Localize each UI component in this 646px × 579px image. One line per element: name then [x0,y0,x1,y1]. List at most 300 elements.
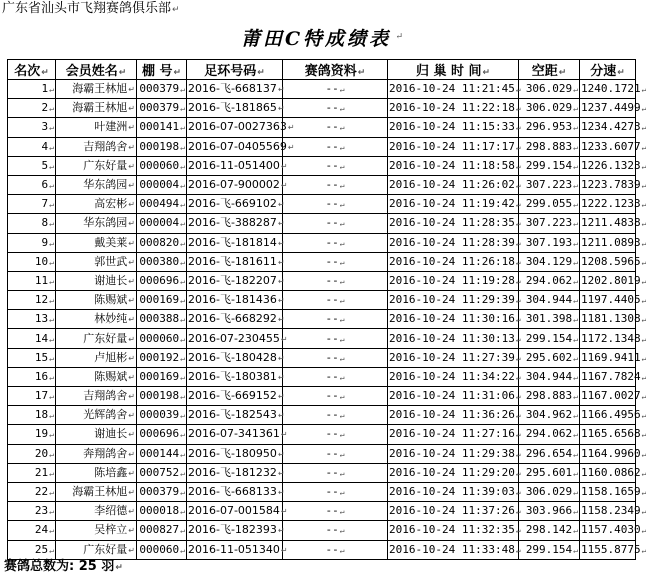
cell-data-text: -- [325,178,339,192]
cell-rank-text: 20 [34,446,49,460]
cell-shed-text: 000379 [139,101,180,115]
organization-header [2,1,180,18]
cell-time [388,406,519,425]
cell-ring-text: 2016-07-900002 [188,178,280,192]
cell-speed [580,175,646,194]
cell-distance-text: 295.602 [525,350,573,364]
paragraph-mark-icon: ↵ [573,372,578,382]
cell-data-text: -- [325,312,339,326]
cell-distance [519,291,580,310]
cell-distance-text: 299.055 [525,197,573,211]
cell-rank [8,521,56,540]
cell-member-text: 卢旭彬 [94,350,128,364]
table-row [8,195,636,214]
cell-speed-text: 1233.6077 [581,139,641,153]
cell-rank-text: 11 [34,273,49,287]
cell-speed [580,214,646,233]
paragraph-mark-icon: ↵ [641,430,646,440]
cell-rank-text: 1 [41,82,49,96]
paragraph-mark-icon: ↵ [180,545,185,555]
cell-ring-text: 2016-飞-180950 [188,446,277,460]
cell-member [56,291,137,310]
paragraph-mark-icon: ↵ [339,411,345,421]
cell-speed [580,463,646,482]
paragraph-mark-icon: ↵ [128,545,135,555]
cell-ring [187,348,283,367]
header-distance [519,60,580,80]
paragraph-mark-icon: ↵ [277,200,285,210]
cell-shed-text: 000004 [139,178,180,192]
cell-ring-text: 2016-飞-180381 [188,369,277,383]
paragraph-mark-icon: ↵ [573,161,578,171]
paragraph-mark-icon: ↵ [277,468,285,478]
paragraph-mark-icon: ↵ [180,296,185,306]
cell-rank [8,502,56,521]
cell-speed [580,502,646,521]
cell-rank [8,195,56,214]
cell-distance-text: 294.062 [525,427,573,441]
paragraph-mark-icon: ↵ [49,488,54,498]
cell-ring-text: 2016-07-230455 [188,331,280,345]
cell-member [56,444,137,463]
table-row [8,482,636,501]
cell-data-text: -- [325,389,339,403]
paragraph-mark-icon: ↵ [128,392,135,402]
cell-rank [8,233,56,252]
cell-member [56,233,137,252]
header-ring [187,60,283,80]
cell-ring [187,406,283,425]
cell-shed-text: 000039 [139,408,180,422]
cell-time-text: 2016-10-24 11:30:16 [389,312,515,326]
paragraph-mark-icon: ↵ [641,181,646,191]
cell-distance-text: 307.223 [525,216,573,230]
paragraph-mark-icon: ↵ [573,142,578,152]
cell-ring [187,252,283,271]
cell-shed-text: 000388 [139,312,180,326]
cell-distance-text: 298.883 [525,139,573,153]
cell-ring [187,444,283,463]
cell-speed [580,118,646,137]
paragraph-mark-icon: ↵ [573,238,578,248]
paragraph-mark-icon: ↵ [641,526,646,536]
cell-time-text: 2016-10-24 11:26:18 [389,254,515,268]
cell-rank [8,175,56,194]
cell-member-text: 高宏彬 [94,197,128,211]
cell-shed [137,329,187,348]
paragraph-mark-icon: ↵ [339,545,345,555]
paragraph-mark-icon: ↵ [515,276,521,286]
cell-speed-text: 1158.1659 [581,485,641,499]
paragraph-mark-icon: ↵ [49,315,54,325]
cell-distance-text: 298.142 [525,523,573,537]
cell-data [283,310,388,329]
paragraph-mark-icon: ↵ [515,430,521,440]
paragraph-mark-icon: ↵ [49,545,54,555]
cell-time [388,175,519,194]
cell-ring [187,137,295,156]
cell-member [56,271,137,290]
cell-shed-text: 000144 [139,446,180,460]
paragraph-mark-icon: ↵ [339,430,345,440]
cell-member-text: 戴美莱 [94,235,128,249]
paragraph-mark-icon: ↵ [180,372,185,382]
cell-data [283,406,388,425]
cell-data-text: -- [325,158,339,172]
paragraph-mark-icon: ↵ [641,123,646,133]
cell-ring-text: 2016-飞-181814 [188,235,277,249]
paragraph-mark-icon: ↵ [573,430,578,440]
cell-time [388,425,519,444]
cell-shed [137,291,187,310]
cell-member [56,463,137,482]
cell-time [388,99,519,118]
paragraph-mark-icon: ↵ [49,296,54,306]
paragraph-mark-icon: ↵ [280,181,288,191]
cell-time [388,291,519,310]
paragraph-mark-icon: ↵ [41,68,49,78]
cell-distance [519,195,580,214]
cell-rank [8,291,56,310]
cell-time-text: 2016-10-24 11:28:35 [389,216,515,230]
cell-member-text: 海霸王林旭 [72,485,128,499]
paragraph-mark-icon: ↵ [339,488,345,498]
cell-data [283,118,388,137]
cell-member [56,80,137,99]
paragraph-mark-icon: ↵ [339,372,345,382]
header-label: 足环号码 [204,64,257,79]
paragraph-mark-icon: ↵ [277,257,285,267]
paragraph-mark-icon: ↵ [180,142,185,152]
paragraph-mark-icon: ↵ [339,238,345,248]
table-row [8,310,636,329]
cell-speed-text: 1223.7839 [581,178,641,192]
cell-member-text: 叶建洲 [94,120,128,134]
cell-speed-text: 1202.8019 [581,273,641,287]
cell-member [56,406,137,425]
cell-data [283,348,388,367]
paragraph-mark-icon: ↵ [49,181,54,191]
cell-data [283,233,388,252]
paragraph-mark-icon: ↵ [573,276,578,286]
table-row [8,348,636,367]
cell-ring [187,271,283,290]
cell-member [56,521,137,540]
cell-distance [519,137,580,156]
cell-member-text: 李绍德 [94,504,128,518]
cell-data-text: -- [325,446,339,460]
cell-time [388,214,519,233]
cell-member-text: 吉翔鸽舍 [83,139,128,153]
cell-rank-text: 17 [34,389,49,403]
cell-distance [519,80,580,99]
header-data [283,60,388,80]
cell-data-text: -- [325,120,339,134]
cell-distance [519,156,580,175]
paragraph-mark-icon: ↵ [277,85,285,95]
cell-distance-text: 295.601 [525,465,573,479]
cell-shed [137,80,187,99]
paragraph-mark-icon: ↵ [180,449,185,459]
cell-speed [580,425,646,444]
paragraph-mark-icon: ↵ [515,392,521,402]
cell-member [56,137,137,156]
paragraph-mark-icon: ↵ [180,238,185,248]
cell-ring [187,367,283,386]
paragraph-mark-icon: ↵ [339,392,345,402]
header-time [388,60,519,80]
cell-time [388,80,519,99]
cell-distance-text: 301.398 [525,312,573,326]
cell-distance [519,252,580,271]
cell-data [280,329,388,348]
table-row [8,118,636,137]
cell-shed-text: 000198 [139,139,180,153]
paragraph-mark-icon: ↵ [641,545,646,555]
paragraph-mark-icon: ↵ [641,104,646,114]
cell-ring-text: 2016-飞-668137 [188,82,277,96]
paragraph-mark-icon: ↵ [515,372,521,382]
paragraph-mark-icon: ↵ [339,296,345,306]
table-row [8,463,636,482]
paragraph-mark-icon: ↵ [49,449,54,459]
paragraph-mark-icon: ↵ [339,200,345,210]
table-row [8,367,636,386]
cell-shed [137,425,187,444]
cell-distance-text: 306.029 [525,82,573,96]
paragraph-mark-icon: ↵ [277,296,285,306]
paragraph-mark-icon: ↵ [118,68,127,78]
cell-shed [137,387,187,406]
cell-time-text: 2016-10-24 11:28:39 [389,235,515,249]
cell-rank [8,348,56,367]
table-row [8,521,636,540]
paragraph-mark-icon: ↵ [280,161,288,171]
paragraph-mark-icon: ↵ [128,353,135,363]
cell-speed-text: 1197.4405 [581,293,641,307]
paragraph-mark-icon: ↵ [573,526,578,536]
cell-time-text: 2016-10-24 11:32:35 [389,523,515,537]
cell-rank-text: 15 [34,350,49,364]
cell-ring-text: 2016-飞-181611 [188,254,277,268]
cell-ring [187,233,283,252]
cell-member-text: 奔翔鸽舍 [83,446,128,460]
paragraph-mark-icon: ↵ [641,219,646,229]
header-label: 名次 [14,64,41,79]
paragraph-mark-icon: ↵ [180,488,185,498]
paragraph-mark-icon: ↵ [128,430,135,440]
header-rank [8,60,56,80]
paragraph-mark-icon: ↵ [180,411,185,421]
cell-time [388,482,519,501]
cell-speed-text: 1166.4956 [581,408,641,422]
paragraph-mark-icon: ↵ [128,200,135,210]
cell-rank [8,406,56,425]
cell-time [388,233,519,252]
paragraph-mark-icon: ↵ [339,315,345,325]
cell-time-text: 2016-10-24 11:36:26 [389,408,515,422]
cell-data-text: -- [325,235,339,249]
cell-data [283,367,388,386]
cell-speed [580,348,646,367]
cell-shed-text: 000060 [139,158,180,172]
cell-rank [8,118,56,137]
cell-ring [187,387,283,406]
paragraph-mark-icon: ↵ [180,161,185,171]
table-row [8,99,636,118]
paragraph-mark-icon: ↵ [573,315,578,325]
paragraph-mark-icon: ↵ [287,142,295,152]
cell-member-text: 郭世武 [94,254,128,268]
cell-distance [519,348,580,367]
paragraph-mark-icon: ↵ [180,468,185,478]
cell-shed [137,310,187,329]
paragraph-mark-icon: ↵ [49,526,54,536]
cell-rank [8,329,56,348]
cell-data-text: -- [325,139,339,153]
paragraph-mark-icon: ↵ [180,334,185,344]
cell-ring [187,80,283,99]
cell-data-text: -- [325,101,339,115]
paragraph-mark-icon: ↵ [128,181,135,191]
paragraph-mark-icon: ↵ [257,68,265,78]
cell-speed [580,387,646,406]
cell-rank-text: 2 [41,101,49,115]
paragraph-mark-icon: ↵ [49,142,54,152]
cell-rank-text: 5 [41,158,49,172]
cell-data-text: -- [325,331,339,345]
paragraph-mark-icon: ↵ [49,276,54,286]
cell-ring [187,502,288,521]
cell-ring [187,310,283,329]
cell-data-text: -- [325,254,339,268]
paragraph-mark-icon: ↵ [128,526,135,536]
paragraph-mark-icon: ↵ [641,238,646,248]
cell-speed [580,482,646,501]
paragraph-mark-icon: ↵ [128,315,135,325]
cell-speed-text: 1164.9960 [581,446,641,460]
cell-rank-text: 3 [41,120,49,134]
table-row [8,80,636,99]
cell-shed-text: 000752 [139,465,180,479]
paragraph-mark-icon: ↵ [49,200,54,210]
paragraph-mark-icon: ↵ [128,507,135,517]
paragraph-mark-icon: ↵ [173,68,182,78]
paragraph-mark-icon: ↵ [180,526,185,536]
paragraph-mark-icon: ↵ [641,257,646,267]
cell-ring [187,175,288,194]
total-count-label: 赛鸽总数为: 25 羽 [4,559,115,574]
paragraph-mark-icon: ↵ [515,181,521,191]
cell-time-text: 2016-10-24 11:19:42 [389,197,515,211]
table-body [8,80,646,560]
cell-shed-text: 000060 [139,331,180,345]
paragraph-mark-icon: ↵ [128,257,135,267]
paragraph-mark-icon: ↵ [280,430,288,440]
header-label: 棚 号 [141,64,173,79]
paragraph-mark-icon: ↵ [128,449,135,459]
cell-distance [519,406,580,425]
header-label: 会员姓名 [65,64,118,79]
cell-speed-text: 1181.1308 [581,312,641,326]
cell-shed-text: 000696 [139,273,180,287]
paragraph-mark-icon: ↵ [180,85,185,95]
cell-rank-text: 13 [34,312,49,326]
paragraph-mark-icon: ↵ [515,257,521,267]
cell-data [283,463,388,482]
cell-ring-text: 2016-07-001584 [188,504,280,518]
paragraph-mark-icon: ↵ [515,488,521,498]
cell-distance-text: 303.966 [525,504,573,518]
cell-data [283,444,388,463]
paragraph-mark-icon: ↵ [641,468,646,478]
paragraph-mark-icon: ↵ [277,392,285,402]
paragraph-mark-icon: ↵ [515,468,521,478]
cell-member [56,348,137,367]
cell-distance [519,444,580,463]
paragraph-mark-icon: ↵ [180,276,185,286]
cell-shed-text: 000696 [139,427,180,441]
cell-shed-text: 000169 [139,293,180,307]
header-label: 赛鸽资料 [304,64,357,79]
paragraph-mark-icon: ↵ [515,200,521,210]
cell-distance-text: 306.029 [525,485,573,499]
cell-data [283,252,388,271]
paragraph-mark-icon: ↵ [515,334,521,344]
cell-shed [137,406,187,425]
paragraph-mark-icon: ↵ [128,468,135,478]
cell-ring-text: 2016-07-0405569 [188,139,287,153]
cell-ring [187,329,288,348]
cell-shed [137,99,187,118]
cell-distance-text: 307.193 [525,235,573,249]
paragraph-mark-icon: ↵ [641,85,646,95]
cell-time [388,118,519,137]
paragraph-mark-icon: ↵ [277,315,285,325]
paragraph-mark-icon: ↵ [573,123,578,133]
paragraph-mark-icon: ↵ [115,563,123,573]
cell-time [388,444,519,463]
cell-data-text: -- [325,369,339,383]
cell-rank [8,80,56,99]
cell-speed [580,137,646,156]
paragraph-mark-icon: ↵ [641,315,646,325]
cell-ring-text: 2016-07-0027363 [188,120,287,134]
cell-distance [519,521,580,540]
paragraph-mark-icon: ↵ [287,123,295,133]
paragraph-mark-icon: ↵ [357,68,366,78]
cell-speed [580,156,646,175]
table-row [8,540,636,559]
cell-shed-text: 000060 [139,542,180,556]
cell-distance-text: 299.154 [525,542,573,556]
cell-rank [8,271,56,290]
cell-shed-text: 000380 [139,254,180,268]
cell-ring [187,195,283,214]
paragraph-mark-icon: ↵ [277,353,285,363]
paragraph-mark-icon: ↵ [128,85,135,95]
cell-distance-text: 304.962 [525,408,573,422]
paragraph-mark-icon: ↵ [128,411,135,421]
cell-rank-text: 14 [34,331,49,345]
cell-shed-text: 000018 [139,504,180,518]
table-row [8,233,636,252]
cell-speed [580,540,646,559]
cell-time-text: 2016-10-24 11:15:33 [389,120,515,134]
paragraph-mark-icon: ↵ [573,334,578,344]
cell-data-text: -- [325,350,339,364]
cell-speed [580,271,646,290]
